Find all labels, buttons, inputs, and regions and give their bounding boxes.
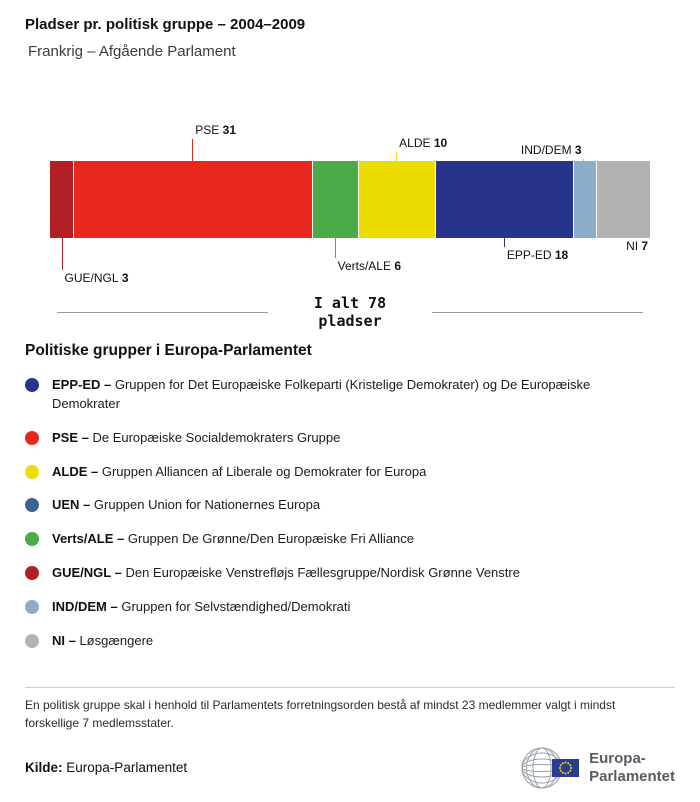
leader-line <box>335 238 336 258</box>
leader-line <box>396 152 397 161</box>
legend-color-dot <box>25 634 39 648</box>
total-seats-label <box>314 294 386 330</box>
leader-line <box>192 139 193 161</box>
source-label: Kilde: <box>25 760 63 776</box>
leader-line <box>584 159 585 161</box>
bar-segment-IND/DEM <box>573 161 596 238</box>
total-rule-left <box>57 312 268 313</box>
segment-label-ALDE <box>396 135 450 161</box>
page-subtitle: Frankrig – Afgående Parlament <box>28 43 236 60</box>
segment-label-text: PSE 31 <box>195 123 236 137</box>
stacked-bar <box>50 161 650 238</box>
legend-item <box>25 530 675 549</box>
legend-item <box>25 429 675 448</box>
legend-item-text: PSE – De Europæiske Socialdemokraters Gruppe <box>52 429 341 445</box>
total-seats-line1: I alt 78 <box>313 294 387 312</box>
bar-segment-ALDE <box>358 161 435 238</box>
legend-item-text: EPP-ED – Gruppen for Det Europæiske Folkeparti (Kristelige Demokrater) og De Europæiske Demokrater <box>52 377 591 411</box>
segment-label-text: ALDE 10 <box>399 136 448 150</box>
bar-chart <box>50 118 650 288</box>
bar-segment-GUE/NGL <box>50 161 73 238</box>
parliament-hemicycle-icon <box>516 746 580 790</box>
legend-list <box>25 376 675 651</box>
bar-segment-EPP-ED <box>435 161 573 238</box>
segment-label-text: Verts/ALE 6 <box>337 259 401 273</box>
bar-segment-PSE <box>73 161 311 238</box>
ep-logo <box>516 746 675 790</box>
footnote-divider <box>25 687 675 688</box>
leader-line <box>62 238 63 270</box>
page-title: Pladser pr. politisk gruppe – 2004–2009 <box>25 16 306 33</box>
source-line <box>25 760 187 775</box>
segment-label-NI <box>623 238 651 255</box>
legend-item-text: GUE/NGL – Den Europæiske Venstrefløjs Fællesgruppe/Nordisk Grønne Venstre <box>52 565 520 581</box>
legend-item <box>25 496 675 515</box>
segment-label-text: GUE/NGL 3 <box>64 271 129 285</box>
ep-logo-text-line1: Europa- <box>589 750 646 768</box>
source-value: Europa-Parlamentet <box>66 760 188 776</box>
legend-color-dot <box>25 566 39 580</box>
legend-color-dot <box>25 378 39 392</box>
legend-item-text: Verts/ALE – Gruppen De Grønne/Den Europæiske Fri Alliance <box>52 531 415 547</box>
legend-heading: Politiske grupper i Europa-Parlamentet <box>25 342 312 359</box>
segment-label-text: IND/DEM 3 <box>520 143 582 157</box>
legend-color-dot <box>25 600 39 614</box>
legend-item-text: ALDE – Gruppen Alliancen af Liberale og Demokrater for Europa <box>52 463 427 479</box>
segment-label-EPP-ED <box>504 238 571 264</box>
legend-color-dot <box>25 498 39 512</box>
total-seats-line2: pladser <box>318 312 382 330</box>
segment-label-text: EPP-ED 18 <box>506 248 569 262</box>
legend-item <box>25 376 675 414</box>
legend-item-text: IND/DEM – Gruppen for Selvstændighed/Demokrati <box>52 598 351 614</box>
total-rule-right <box>432 312 643 313</box>
segment-label-PSE <box>192 122 239 161</box>
segment-label-Verts/ALE <box>335 238 404 275</box>
legend-item <box>25 632 675 651</box>
leader-line <box>504 238 505 247</box>
legend-item-text: UEN – Gruppen Union for Nationernes Europa <box>52 497 321 513</box>
legend-item <box>25 463 675 482</box>
total-divider <box>57 294 643 330</box>
footnote: En politisk gruppe skal i henhold til Parlamentets forretningsorden bestå af mindst 23 medlemmer valgt i mindst forskellige 7 medlemsstater. <box>25 697 616 730</box>
ep-logo-text-line2: Parlamentet <box>589 767 675 785</box>
bar-segment-NI <box>596 161 650 238</box>
legend-item <box>25 598 675 617</box>
legend-color-dot <box>25 465 39 479</box>
bar-segment-Verts/ALE <box>312 161 358 238</box>
legend-item <box>25 564 675 583</box>
legend-item-text: NI – Løsgængere <box>52 632 154 648</box>
segment-label-GUE/NGL <box>62 238 132 287</box>
ep-logo-text <box>589 750 675 785</box>
legend-color-dot <box>25 431 39 445</box>
segment-label-text: NI 7 <box>626 239 649 253</box>
legend-color-dot <box>25 532 39 546</box>
bottom-row <box>25 746 675 790</box>
segment-label-IND/DEM <box>518 142 585 161</box>
